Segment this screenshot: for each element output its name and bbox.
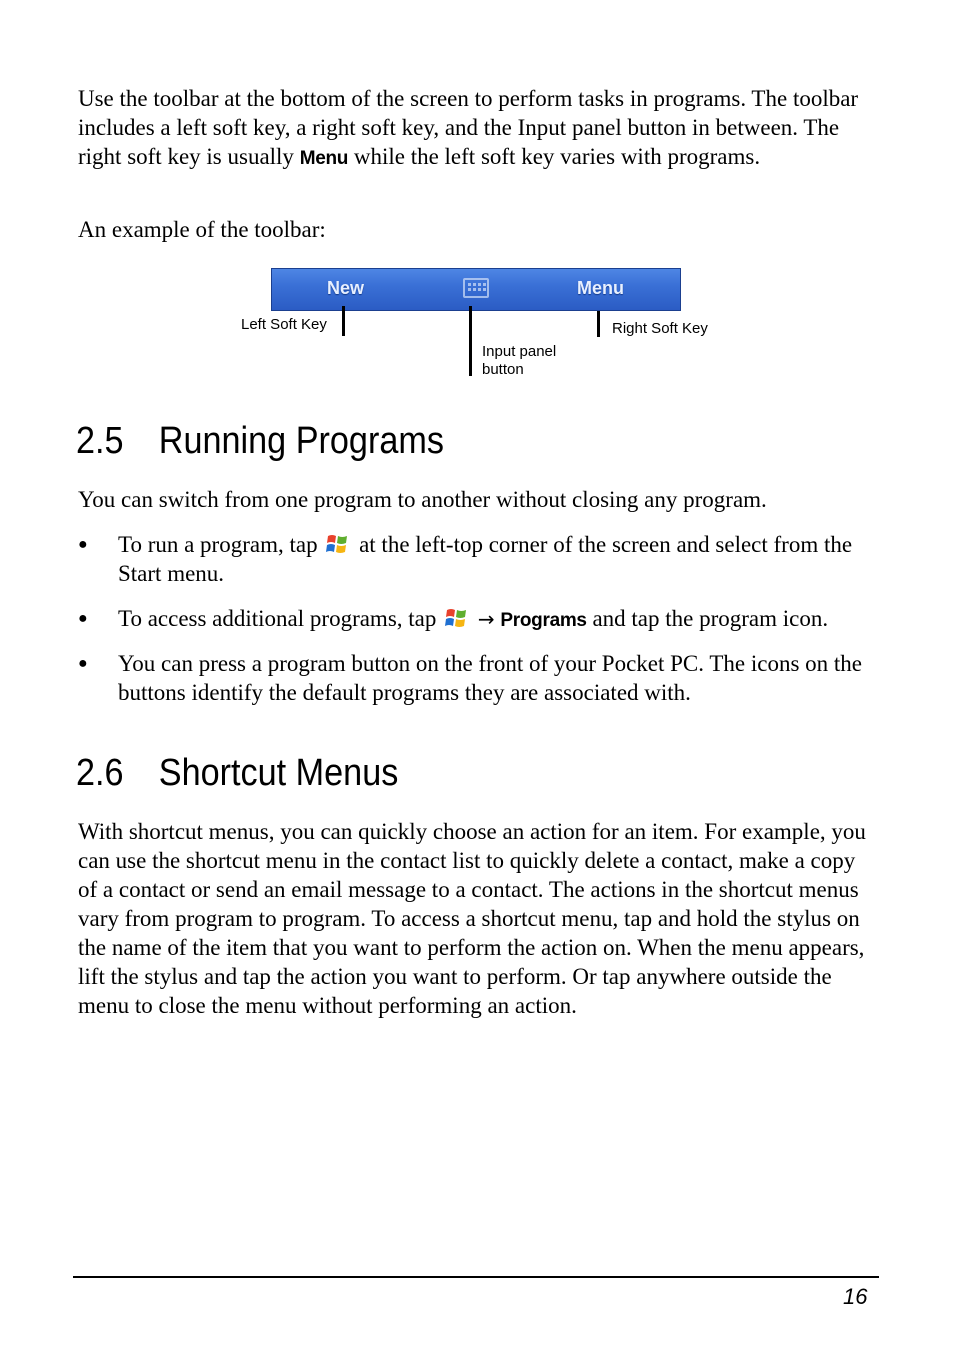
bullet-text-part: To run a program, tap bbox=[118, 532, 324, 557]
section-title: Shortcut Menus bbox=[158, 752, 399, 794]
programs-term: Programs bbox=[500, 610, 587, 631]
left-soft-key-callout-line bbox=[342, 306, 345, 336]
bullet-text-part: at the left-top corner of the screen and select from the Start menu. bbox=[118, 532, 853, 586]
footer-rule bbox=[73, 1276, 879, 1278]
page-number: 16 bbox=[843, 1284, 868, 1309]
right-soft-key-callout-line bbox=[597, 311, 600, 337]
input-panel-label-line1: Input panel bbox=[482, 343, 557, 360]
bullet-text-part: and tap the program icon. bbox=[586, 606, 829, 631]
bullet-text bbox=[118, 530, 878, 588]
keyboard-icon bbox=[463, 278, 489, 298]
windows-start-icon bbox=[444, 606, 470, 630]
bullet-dot: ● bbox=[78, 610, 88, 627]
menu-soft-key: Menu bbox=[577, 278, 624, 298]
input-panel-label bbox=[482, 343, 556, 379]
intro-text-b: while the left soft key varies with programs. bbox=[348, 144, 761, 169]
bullet-dot: ● bbox=[78, 536, 88, 553]
bullet-text bbox=[118, 604, 878, 635]
input-panel-label-line2: button bbox=[482, 361, 524, 378]
bullet-text-part: To access additional programs, tap bbox=[118, 606, 443, 631]
section-number: 2.6 bbox=[76, 752, 124, 794]
new-soft-key: New bbox=[327, 278, 365, 298]
toolbar-illustration bbox=[271, 268, 681, 311]
input-panel-callout-line bbox=[469, 306, 472, 376]
intro-text-a: Use the toolbar at the bottom of the screen to perform tasks in programs. The toolbar includes a left soft key, a right soft key, and the Input panel button in between. The right soft key is usually bbox=[78, 86, 859, 169]
section-2-5-intro: You can switch from one program to another without closing any program. bbox=[78, 487, 767, 512]
windows-start-icon bbox=[325, 532, 351, 556]
section-number: 2.5 bbox=[76, 420, 124, 462]
menu-term: Menu bbox=[299, 148, 349, 169]
bullet-dot: ● bbox=[78, 655, 88, 672]
intro-paragraph bbox=[78, 84, 878, 173]
left-soft-key-label: Left Soft Key bbox=[241, 316, 327, 333]
section-heading-2-5 bbox=[76, 419, 444, 463]
toolbar-example-caption: An example of the toolbar: bbox=[78, 217, 326, 242]
arrow-icon: → bbox=[477, 607, 495, 631]
section-title: Running Programs bbox=[158, 420, 444, 462]
section-2-6-body: With shortcut menus, you can quickly choose an action for an item. For example, you can use the shortcut menu in the contact list to quickly delete a contact, make a copy of a contact or send an email message to a contact. The actions in the shortcut menus vary from program to program. To access a shortcut menu, tap and hold the stylus on the name of the item that you want to perform the action on. When the menu appears, lift the stylus and tap the action you want to perform. Or tap anywhere outside the menu to close the menu without performing an action. bbox=[78, 819, 866, 1018]
right-soft-key-label: Right Soft Key bbox=[612, 320, 708, 337]
section-heading-2-6 bbox=[76, 751, 398, 795]
bullet-text: You can press a program button on the front of your Pocket PC. The icons on the buttons identify the default programs they are associated with. bbox=[118, 651, 862, 705]
